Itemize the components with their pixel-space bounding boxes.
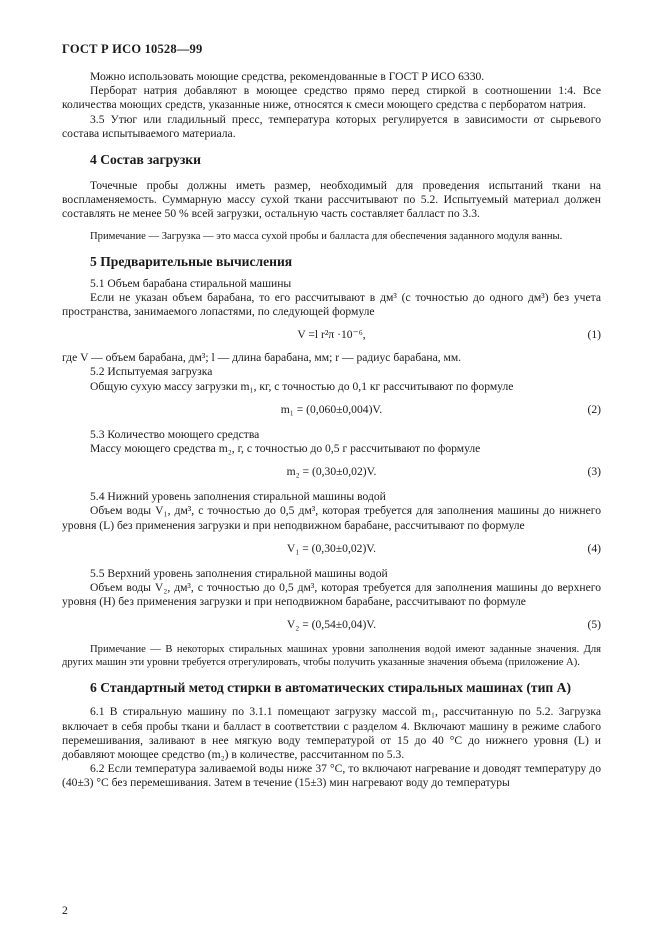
subsection-title: 5.3 Количество моющего средства — [90, 427, 260, 441]
formula-5 — [62, 617, 601, 633]
formula-expression: V₁ = (0,30±0,02)V. — [286, 541, 377, 555]
paragraph: 3.5 Утюг или гладильный пресс, температура которых регулируется в зависимости от сырьевого состава испытываемого материала. — [62, 112, 601, 140]
subsection-title: 5.1 Объем барабана стиральной машины — [90, 276, 292, 290]
paragraph: Объем воды V₁, дм³, с точностью до 0,5 дм³, которая требуется для заполнения машины до нижнего уровня (L) без применения загрузки и при неподвижном барабане, рассчитывают по формуле — [62, 504, 601, 532]
subsection-title: 5.4 Нижний уровень заполнения стиральной машины водой — [90, 490, 386, 504]
subsection-title: 5.2 Испытуемая загрузка — [90, 365, 213, 379]
paragraph: Точечные пробы должны иметь размер, необходимый для проведения испытаний ткани на воспламеняемость. Суммарную массу сухой ткани рассчитывают по 5.2. Испытуемый материал должен составлять не менее 50 % всей загрузки, остальную часть составляет балласт по 3.3. — [62, 179, 601, 221]
formula-3 — [62, 464, 601, 480]
subsection-title: 5.5 Верхний уровень заполнения стиральной машины водой — [90, 566, 388, 580]
formula-number: (4) — [587, 541, 601, 555]
formula-number: (1) — [587, 328, 601, 342]
section-heading: 5 Предварительные вычисления — [90, 253, 293, 269]
formula-expression: V₂ = (0,54±0,04)V. — [286, 618, 377, 632]
formula-1 — [62, 327, 601, 343]
formula-4 — [62, 541, 601, 557]
note: Примечание — В некоторых стиральных машинах уровни заполнения водой имеют заданные значения. Для других машин эти уровни требуется отрегулировать, чтобы получить указанные значения объема (приложение А). — [62, 644, 601, 669]
paragraph: Массу моющего средства m₂, г, с точностью до 0,5 г рассчитывают по формуле — [90, 442, 481, 456]
paragraph: 6.1 В стиральную машину по 3.1.1 помещают загрузку массой m₁, рассчитанную по 5.2. Загрузка включает в себя пробы ткани и балласт в соответствии с разделом 4. Включают машину в режиме слабого перемешивания, заливают в нее мягкую воду температурой от 15 до 40 °С до нижнего уровня (L) и добавляют моющее средство (m₂) в количестве, рассчитанном по 5.3. — [62, 705, 601, 762]
document-body — [62, 70, 601, 791]
formula-number: (3) — [587, 465, 601, 479]
paragraph: Общую сухую массу загрузки m₁, кг, с точностью до 0,1 кг рассчитывают по формуле — [90, 379, 514, 393]
document-header: ГОСТ Р ИСО 10528—99 — [62, 42, 203, 56]
formula-expression: m₂ = (0,30±0,02)V. — [286, 465, 377, 479]
section-heading: 4 Состав загрузки — [90, 152, 201, 168]
paragraph: Перборат натрия добавляют в моющее средство прямо перед стиркой в соотношении 1:4. Все количества моющих средств, указанные ниже, относятся к смеси моющего средства с перборатом натрия. — [62, 84, 601, 112]
paragraph: Можно использовать моющие средства, рекомендованные в ГОСТ Р ИСО 6330. — [90, 70, 485, 83]
paragraph: 6.2 Если температура заливаемой воды ниже 37 °С, то включают нагревание и доводят температуру до (40±3) °С без перемешивания. Затем в течение (15±3) мин нагревают воду до температуры — [62, 762, 601, 790]
formula-expression: m₁ = (0,060±0,004)V. — [280, 402, 383, 416]
paragraph: где V — объем барабана, дм³; l — длина барабана, мм; r — радиус барабана, мм. — [62, 351, 462, 365]
paragraph: Если не указан объем барабана, то его рассчитывают в дм³ (с точностью до одного дм³) без учета пространства, занимаемого лопастями, по следующей формуле — [62, 290, 601, 319]
formula-2 — [62, 402, 601, 418]
page-number: 2 — [62, 904, 68, 917]
formula-number: (5) — [587, 618, 601, 632]
section-heading: 6 Стандартный метод стирки в автоматических стиральных машинах (тип А) — [90, 680, 571, 696]
formula-number: (2) — [587, 402, 601, 416]
formula-expression: V =l r²π ·10⁻⁶, — [297, 328, 366, 342]
note: Примечание — Загрузка — это масса сухой пробы и балласта для обеспечения заданного модуля ванны. — [90, 230, 563, 242]
paragraph: Объем воды V₂, дм³, с точностью до 0,5 дм³, которая требуется для заполнения машины до верхнего уровня (H) без применения загрузки и при неподвижном барабане, рассчитывают по формуле — [62, 581, 601, 609]
